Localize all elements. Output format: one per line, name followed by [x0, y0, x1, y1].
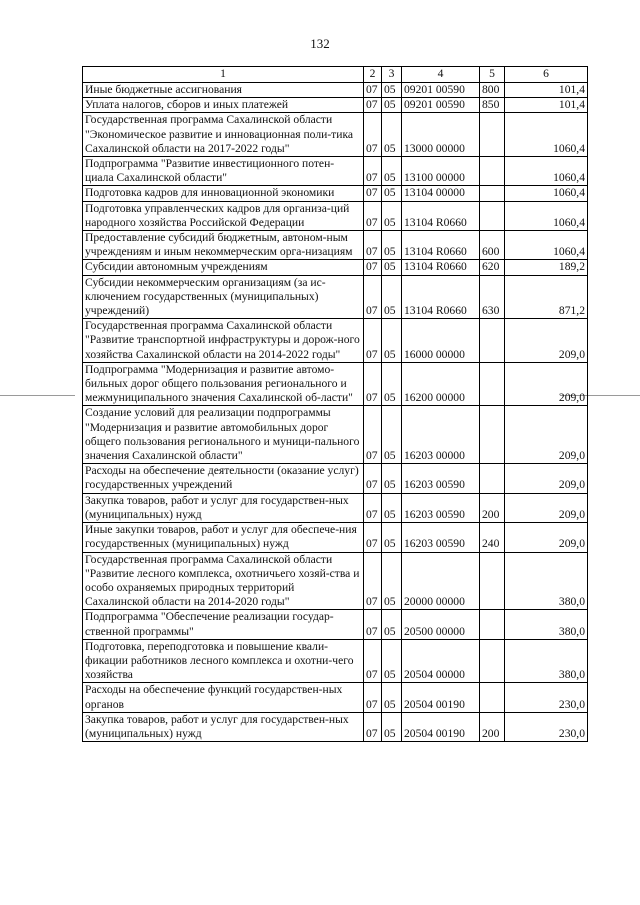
row-amount-cell: 209,0 [505, 406, 588, 464]
row-target-cell: 16000 00000 [402, 319, 480, 363]
row-amount-cell: 189,2 [505, 260, 588, 275]
row-type-cell: 200 [480, 712, 505, 741]
row-subsection-cell: 05 [382, 231, 402, 260]
row-subsection-cell: 05 [382, 610, 402, 639]
table-row [83, 201, 588, 230]
row-type-cell: 600 [480, 231, 505, 260]
row-section-cell: 07 [364, 186, 382, 201]
row-target-cell: 09201 00590 [402, 83, 480, 98]
header-cell-6: 6 [505, 67, 588, 83]
row-amount-cell: 1060,4 [505, 201, 588, 230]
row-name-cell: Подготовка, переподготовка и повышение квали-фикации работников лесного комплекса и охотни-чего хозяйства [83, 639, 364, 683]
page-number: 132 [310, 36, 330, 51]
row-amount-cell: 209,0 [505, 493, 588, 522]
table-header-row [83, 67, 588, 83]
table-row [83, 113, 588, 157]
table-row [83, 231, 588, 260]
row-section-cell: 07 [364, 319, 382, 363]
row-subsection-cell: 05 [382, 113, 402, 157]
row-subsection-cell: 05 [382, 493, 402, 522]
row-name-cell: Расходы на обеспечение деятельности (оказание услуг) государственных учреждений [83, 464, 364, 493]
table-row [83, 260, 588, 275]
row-type-cell: 200 [480, 493, 505, 522]
row-target-cell: 13104 R0660 [402, 231, 480, 260]
row-amount-cell: 101,4 [505, 98, 588, 113]
row-section-cell: 07 [364, 712, 382, 741]
row-amount-cell: 101,4 [505, 83, 588, 98]
row-type-cell [480, 113, 505, 157]
row-target-cell: 13104 R0660 [402, 260, 480, 275]
table-row [83, 464, 588, 493]
row-type-cell [480, 319, 505, 363]
scan-artifact-line-left [0, 395, 75, 396]
row-subsection-cell: 05 [382, 201, 402, 230]
row-section-cell: 07 [364, 201, 382, 230]
row-name-cell: Субсидии некоммерческим организациям (за ис-ключением государственных (муниципальных) учреждений) [83, 275, 364, 319]
row-type-cell [480, 186, 505, 201]
table-row [83, 552, 588, 610]
row-target-cell: 16203 00590 [402, 464, 480, 493]
table-row [83, 610, 588, 639]
row-target-cell: 20504 00190 [402, 712, 480, 741]
row-subsection-cell: 05 [382, 260, 402, 275]
row-section-cell: 07 [364, 464, 382, 493]
table-row [83, 275, 588, 319]
row-subsection-cell: 05 [382, 98, 402, 113]
row-subsection-cell: 05 [382, 157, 402, 186]
row-subsection-cell: 05 [382, 464, 402, 493]
row-type-cell: 850 [480, 98, 505, 113]
table-row [83, 712, 588, 741]
row-amount-cell: 1060,4 [505, 186, 588, 201]
row-section-cell: 07 [364, 493, 382, 522]
row-type-cell [480, 639, 505, 683]
row-name-cell: Подпрограмма "Модернизация и развитие автомо-бильных дорог общего пользования регионального и межмуниципального значения Сахалинской об-ласти" [83, 362, 364, 406]
row-amount-cell: 230,0 [505, 683, 588, 712]
row-type-cell [480, 157, 505, 186]
row-amount-cell: 380,0 [505, 552, 588, 610]
row-target-cell: 20504 00190 [402, 683, 480, 712]
row-section-cell: 07 [364, 683, 382, 712]
row-type-cell: 630 [480, 275, 505, 319]
row-type-cell [480, 362, 505, 406]
table-row [83, 362, 588, 406]
row-target-cell: 09201 00590 [402, 98, 480, 113]
row-type-cell [480, 201, 505, 230]
row-amount-cell: 1060,4 [505, 113, 588, 157]
row-type-cell [480, 683, 505, 712]
table-row [83, 493, 588, 522]
row-section-cell: 07 [364, 639, 382, 683]
row-name-cell: Субсидии автономным учреждениям [83, 260, 364, 275]
row-section-cell: 07 [364, 113, 382, 157]
table-row [83, 639, 588, 683]
header-cell-4: 4 [402, 67, 480, 83]
row-section-cell: 07 [364, 231, 382, 260]
row-subsection-cell: 05 [382, 362, 402, 406]
row-name-cell: Уплата налогов, сборов и иных платежей [83, 98, 364, 113]
row-type-cell: 240 [480, 523, 505, 552]
row-name-cell: Иные закупки товаров, работ и услуг для обеспече-ния государственных (муниципальных) нужд [83, 523, 364, 552]
header-cell-1: 1 [83, 67, 364, 83]
row-target-cell: 13104 R0660 [402, 275, 480, 319]
row-section-cell: 07 [364, 275, 382, 319]
row-target-cell: 16203 00000 [402, 406, 480, 464]
row-amount-cell: 1060,4 [505, 157, 588, 186]
row-amount-cell: 209,0 [505, 464, 588, 493]
header-cell-3: 3 [382, 67, 402, 83]
row-subsection-cell: 05 [382, 406, 402, 464]
row-target-cell: 16200 00000 [402, 362, 480, 406]
row-name-cell: Государственная программа Сахалинской области "Экономическое развитие и инновационная поли-тика Сахалинской области на 2017-2022 годы" [83, 113, 364, 157]
row-name-cell: Подготовка управленческих кадров для организа-ций народного хозяйства Российской Федерации [83, 201, 364, 230]
row-subsection-cell: 05 [382, 683, 402, 712]
table-row [83, 523, 588, 552]
row-target-cell: 20500 00000 [402, 610, 480, 639]
row-type-cell: 620 [480, 260, 505, 275]
row-amount-cell: 871,2 [505, 275, 588, 319]
row-type-cell [480, 552, 505, 610]
row-section-cell: 07 [364, 98, 382, 113]
row-section-cell: 07 [364, 552, 382, 610]
row-subsection-cell: 05 [382, 186, 402, 201]
row-target-cell: 13000 00000 [402, 113, 480, 157]
row-target-cell: 20504 00000 [402, 639, 480, 683]
row-section-cell: 07 [364, 83, 382, 98]
row-target-cell: 13100 00000 [402, 157, 480, 186]
row-target-cell: 20000 00000 [402, 552, 480, 610]
row-name-cell: Предоставление субсидий бюджетным, автоном-ным учреждениям и иным некоммерческим орга-низациям [83, 231, 364, 260]
row-subsection-cell: 05 [382, 275, 402, 319]
header-cell-2: 2 [364, 67, 382, 83]
header-cell-5: 5 [480, 67, 505, 83]
row-amount-cell: 209,0 [505, 319, 588, 363]
row-name-cell: Государственная программа Сахалинской области "Развитие транспортной инфраструктуры и дорож-ного хозяйства Сахалинской области на 2014-2022 годы" [83, 319, 364, 363]
row-name-cell: Подпрограмма "Развитие инвестиционного потен-циала Сахалинской области" [83, 157, 364, 186]
row-type-cell [480, 464, 505, 493]
row-name-cell: Создание условий для реализации подпрограммы "Модернизация и развитие автомобильных дорог общего пользования регионального и муници-пального значения Сахалинской области" [83, 406, 364, 464]
table-row [83, 319, 588, 363]
row-type-cell [480, 406, 505, 464]
row-name-cell: Закупка товаров, работ и услуг для государствен-ных (муниципальных) нужд [83, 493, 364, 522]
row-subsection-cell: 05 [382, 523, 402, 552]
row-subsection-cell: 05 [382, 319, 402, 363]
row-name-cell: Иные бюджетные ассигнования [83, 83, 364, 98]
table-row [83, 683, 588, 712]
row-type-cell: 800 [480, 83, 505, 98]
row-section-cell: 07 [364, 523, 382, 552]
row-target-cell: 16203 00590 [402, 523, 480, 552]
row-amount-cell: 209,0 [505, 362, 588, 406]
table-row [83, 157, 588, 186]
row-amount-cell: 230,0 [505, 712, 588, 741]
row-name-cell: Подготовка кадров для инновационной экономики [83, 186, 364, 201]
row-section-cell: 07 [364, 362, 382, 406]
table-row [83, 406, 588, 464]
row-amount-cell: 380,0 [505, 610, 588, 639]
row-target-cell: 13104 00000 [402, 186, 480, 201]
row-amount-cell: 1060,4 [505, 231, 588, 260]
row-subsection-cell: 05 [382, 83, 402, 98]
row-section-cell: 07 [364, 406, 382, 464]
row-type-cell [480, 610, 505, 639]
row-amount-cell: 209,0 [505, 523, 588, 552]
row-section-cell: 07 [364, 610, 382, 639]
budget-table [82, 66, 588, 742]
row-target-cell: 16203 00590 [402, 493, 480, 522]
row-name-cell: Государственная программа Сахалинской области "Развитие лесного комплекса, охотничьего хозяй-ства и особо охраняемых природных территорий Сахалинской области на 2014-2020 годы" [83, 552, 364, 610]
budget-table-body [83, 67, 588, 742]
row-subsection-cell: 05 [382, 712, 402, 741]
row-target-cell: 13104 R0660 [402, 201, 480, 230]
row-section-cell: 07 [364, 260, 382, 275]
row-name-cell: Закупка товаров, работ и услуг для государствен-ных (муниципальных) нужд [83, 712, 364, 741]
row-name-cell: Расходы на обеспечение функций государствен-ных органов [83, 683, 364, 712]
row-name-cell: Подпрограмма "Обеспечение реализации государ-ственной программы" [83, 610, 364, 639]
table-row [83, 83, 588, 98]
row-subsection-cell: 05 [382, 552, 402, 610]
row-subsection-cell: 05 [382, 639, 402, 683]
row-amount-cell: 380,0 [505, 639, 588, 683]
table-row [83, 98, 588, 113]
row-section-cell: 07 [364, 157, 382, 186]
table-row [83, 186, 588, 201]
